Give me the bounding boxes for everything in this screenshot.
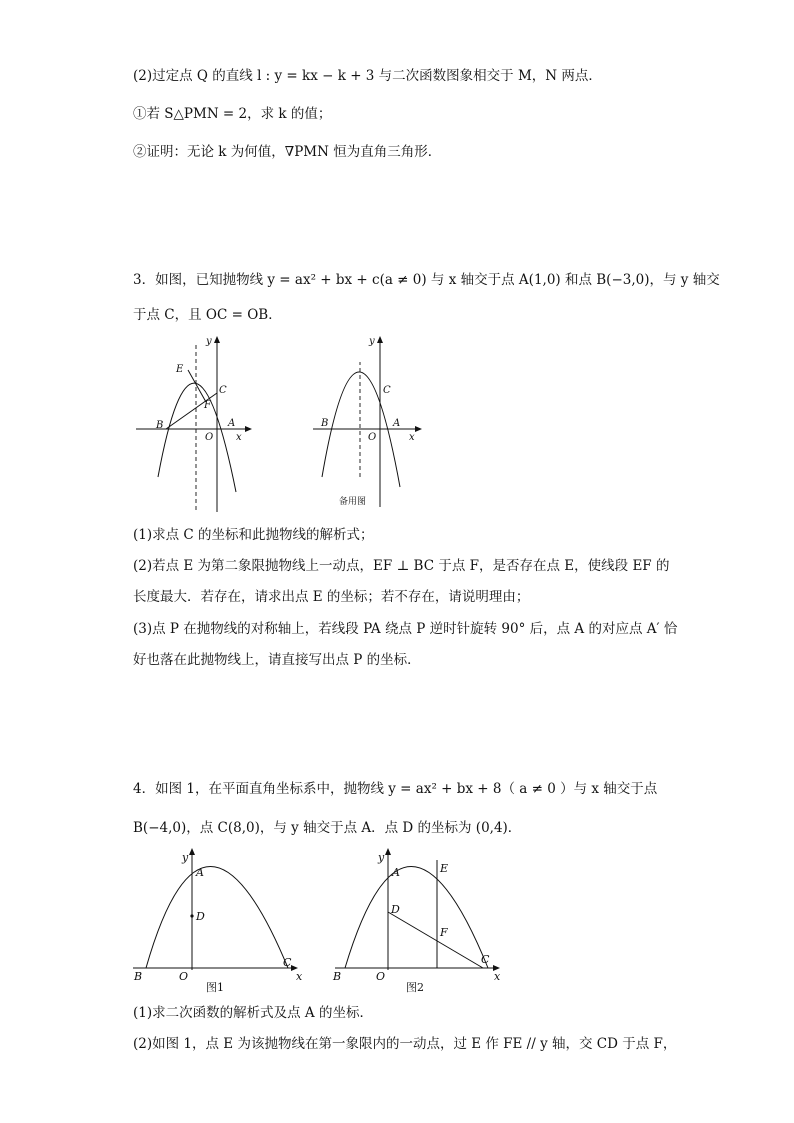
q3-part2-line2: 长度最大．若存在，请求出点 E 的坐标；若不存在，请说明理由；	[133, 589, 530, 605]
q2-part2-2: ②证明：无论 k 为何值，∇PMN 恒为直角三角形．	[133, 144, 442, 160]
q4-fig1-label-a: A	[196, 866, 204, 879]
q4-stem-line1: 4．如图 1，在平面直角坐标系中，抛物线 y = ax² + bx + 8（ a ≠ 0 ）与 x 轴交于点	[133, 781, 658, 797]
q4-part2: (2)如图 1，点 E 为该抛物线在第一象限内的一动点，过 E 作 FE // y 轴，交 CD 于点 F，	[133, 1036, 677, 1052]
q4-figure-1	[128, 845, 310, 995]
q3-right-label-x: x	[409, 432, 415, 443]
q3-left-label-f: F	[204, 400, 211, 411]
q4-figure-2	[330, 845, 512, 995]
q4-fig2-label-d: D	[391, 903, 400, 916]
q4-fig1-label-y: y	[182, 851, 189, 864]
q3-right-label-c: C	[383, 385, 391, 396]
q3-right-caption: 备用图	[339, 497, 367, 507]
q3-left-label-o: O	[205, 432, 214, 443]
q3-part3-line2: 好也落在此抛物线上，请直接写出点 P 的坐标．	[133, 652, 421, 668]
q4-fig2-label-a: A	[392, 866, 400, 879]
q4-fig2-caption: 图2	[406, 981, 424, 994]
q3-left-label-c: C	[219, 385, 227, 396]
q3-left-label-e: E	[176, 364, 184, 375]
q3-left-label-a: A	[228, 418, 236, 429]
q3-part1: (1)求点 C 的坐标和此抛物线的解析式；	[133, 527, 374, 543]
q3-right-label-y: y	[369, 336, 375, 347]
q4-fig1-label-x: x	[296, 970, 303, 983]
q4-fig2-label-e: E	[440, 862, 449, 875]
q3-part3-line1: (3)点 P 在抛物线的对称轴上，若线段 PA 绕点 P 逆时针旋转 90° 后，点 A 的对应点 A′ 恰	[133, 621, 678, 637]
q4-fig2-label-o: O	[376, 970, 386, 983]
q4-fig2-label-c: C	[481, 953, 490, 966]
q4-part1: (1)求二次函数的解析式及点 A 的坐标．	[133, 1005, 373, 1021]
q3-left-label-x: x	[236, 432, 242, 443]
q3-stem-line2: 于点 C，且 OC = OB．	[133, 307, 282, 323]
q4-fig1-label-b: B	[134, 970, 143, 983]
q3-right-label-b: B	[321, 418, 329, 429]
q4-fig1-label-d: D	[196, 910, 205, 923]
q3-left-label-b: B	[156, 420, 164, 431]
q3-figure-right	[305, 332, 430, 514]
q4-fig2-label-x: x	[494, 970, 501, 983]
q4-stem-line2: B(−4,0)，点 C(8,0)，与 y 轴交于点 A．点 D 的坐标为 (0,4)．	[133, 820, 522, 836]
q3-figure-left	[128, 332, 258, 514]
q2-part2: (2)过定点 Q 的直线 l : y = kx − k + 3 与二次函数图象相交于 M，N 两点．	[133, 68, 602, 84]
q3-part2-line1: (2)若点 E 为第二象限抛物线上一动点，EF ⊥ BC 于点 F，是否存在点 E，使线段 EF 的	[133, 558, 670, 574]
q4-fig2-label-f: F	[440, 926, 448, 939]
q4-fig1-caption: 图1	[206, 981, 224, 994]
q2-part2-1: ①若 S△PMN = 2，求 k 的值；	[133, 106, 332, 122]
q4-fig2-label-y: y	[378, 851, 385, 864]
q3-left-label-y: y	[206, 336, 212, 347]
q3-stem-line1: 3．如图，已知抛物线 y = ax² + bx + c(a ≠ 0) 与 x 轴交于点 A(1,0) 和点 B(−3,0)，与 y 轴交	[133, 272, 720, 288]
q3-right-label-a: A	[393, 418, 401, 429]
q4-fig2-label-b: B	[333, 970, 342, 983]
q4-fig1-label-o: O	[179, 970, 189, 983]
q4-fig1-label-c: C	[283, 956, 292, 969]
q3-right-label-o: O	[368, 432, 377, 443]
